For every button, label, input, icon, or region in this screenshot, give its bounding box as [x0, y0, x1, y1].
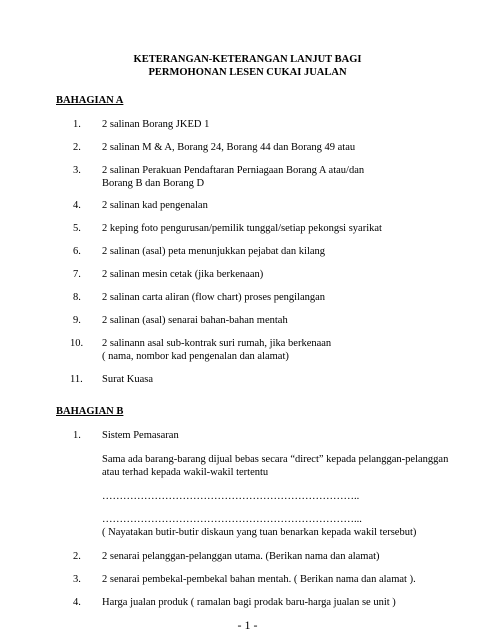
list-item-text: 2 salinan (asal) peta menunjukkan pejabat dan kilang [102, 246, 326, 257]
page-number: - 1 - [237, 618, 258, 632]
list-item-number: 4. [73, 597, 81, 608]
list-item-number: 2. [73, 142, 81, 153]
list-item-text: 2 keping foto pengurusan/pemilik tunggal/setiap pekongsi syarikat [102, 223, 382, 234]
list-item-number: 5. [73, 223, 81, 234]
list-item-text: 2 salinan mesin cetak (jika berkenaan) [102, 269, 264, 280]
list-item-text: 2 salinan Borang JKED 1 [102, 119, 210, 130]
list-item-text-continuation: ( nama, nombor kad pengenalan dan alamat) [102, 351, 289, 362]
fill-in-dotted-line: ………………………………………………………………... [102, 514, 362, 525]
list-item-text: 2 salinann asal sub-kontrak suri rumah, jika berkenaan [102, 338, 332, 349]
section-a-heading: BAHAGIAN A [56, 95, 124, 106]
list-item-text: Harga jualan produk ( ramalan bagi prodak baru-harga jualan se unit ) [102, 597, 396, 608]
list-item-number: 7. [73, 269, 81, 280]
paragraph-text: atau terhad kepada wakil-wakil tertentu [102, 467, 269, 478]
document-title-line1: KETERANGAN-KETERANGAN LANJUT BAGI [133, 54, 362, 65]
list-item-number: 9. [73, 315, 81, 326]
list-item-number: 2. [73, 551, 81, 562]
list-item-text: 2 salinan kad pengenalan [102, 200, 208, 211]
list-item-text: 2 salinan (asal) senarai bahan-bahan mentah [102, 315, 288, 326]
list-item-text-continuation: Borang B dan Borang D [102, 178, 205, 189]
list-item-number: 1. [73, 119, 81, 130]
list-item-number: 3. [73, 165, 81, 176]
dotted-line-note: ( Nayatakan butir-butir diskaun yang tuan benarkan kepada wakil tersebut) [102, 527, 417, 538]
list-item-number: 3. [73, 574, 81, 585]
list-item-number: 6. [73, 246, 81, 257]
list-item-text: 2 senarai pelanggan-pelanggan utama. (Berikan nama dan alamat) [102, 551, 380, 562]
document-title-line2: PERMOHONAN LESEN CUKAI JUALAN [148, 67, 347, 78]
list-item-number: 1. [73, 430, 81, 441]
fill-in-dotted-line: ……………………………………………………………….. [102, 491, 360, 502]
list-item-number: 8. [73, 292, 81, 303]
list-item-text: 2 salinan M & A, Borang 24, Borang 44 dan Borang 49 atau [102, 142, 356, 153]
list-item-text: Surat Kuasa [102, 374, 154, 385]
paragraph-text: Sama ada barang-barang dijual bebas secara “direct” kepada pelanggan-pelanggan [102, 454, 449, 465]
list-item-text: Sistem Pemasaran [102, 430, 179, 441]
list-item-number: 10. [70, 338, 84, 349]
list-item-text: 2 senarai pembekal-pembekal bahan mentah. ( Berikan nama dan alamat ). [102, 574, 416, 585]
list-item-text: 2 salinan Perakuan Pendaftaran Perniagaan Borang A atau/dan [102, 165, 365, 176]
list-item-number: 11. [70, 374, 83, 385]
list-item-number: 4. [73, 200, 81, 211]
section-b-heading: BAHAGIAN B [56, 406, 124, 417]
list-item-text: 2 salinan carta aliran (flow chart) proses pengilangan [102, 292, 326, 303]
